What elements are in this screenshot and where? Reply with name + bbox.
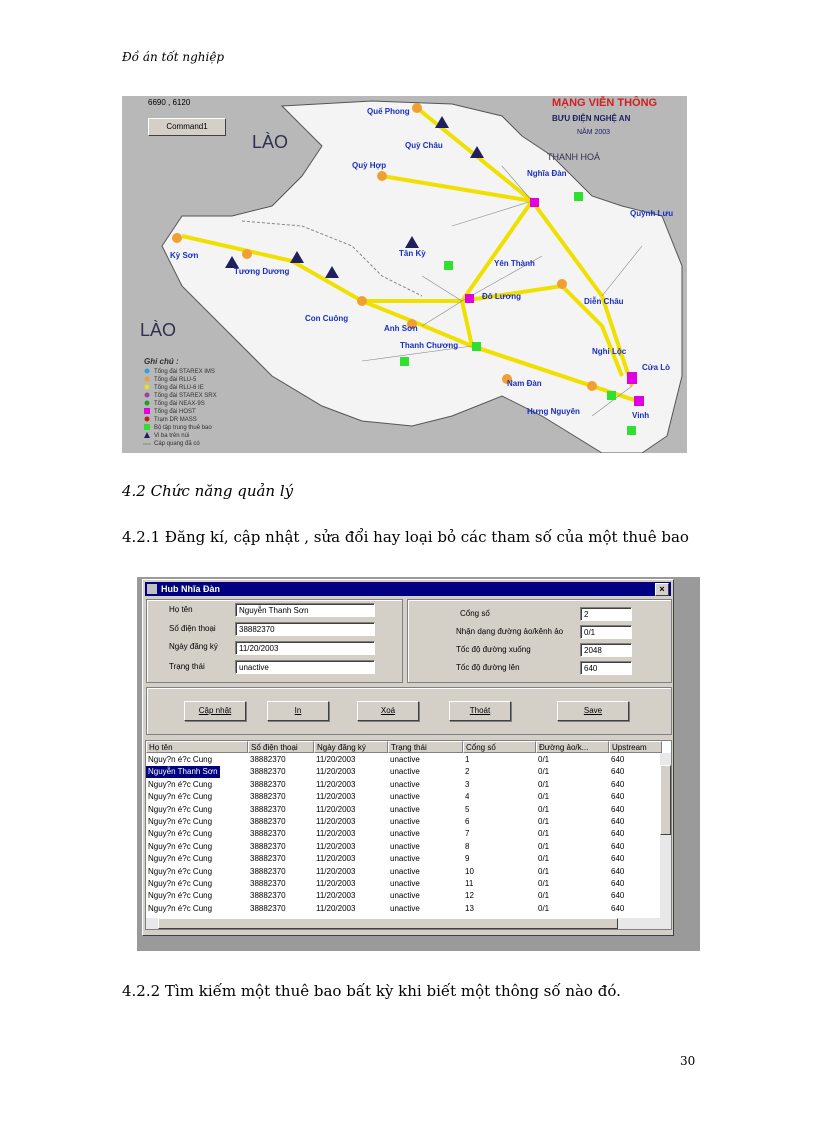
column-header-status[interactable]: Trạng thái (388, 741, 463, 753)
table-cell: 11/20/2003 (316, 866, 356, 876)
table-row[interactable] (146, 791, 662, 803)
table-cell: 38882370 (250, 755, 286, 764)
vertical-scroll-thumb[interactable] (660, 765, 671, 835)
map-country-lao-2: LÀO (140, 320, 177, 340)
register-date-input[interactable]: 11/20/2003 (235, 641, 375, 655)
section-4-2-1-heading: 4.2.1 Đăng kí, cập nhật , sửa đổi hay loại bỏ các tham số của một thuê bao (122, 528, 689, 546)
table-cell: 38882370 (250, 779, 286, 789)
table-cell: unactive (390, 891, 420, 901)
table-cell: 8 (465, 841, 470, 851)
table-cell: 4 (465, 792, 470, 802)
upstream-input[interactable]: 640 (580, 661, 632, 675)
hub-window-screenshot (137, 577, 700, 951)
table-cell: 640 (611, 755, 625, 764)
table-cell: Nguyễn Thanh Sơn (148, 767, 218, 777)
table-cell: 1 (465, 755, 470, 764)
table-cell: 640 (611, 779, 625, 789)
svg-text:Quỳ Châu: Quỳ Châu (405, 141, 443, 150)
table-cell: Nguy?n é?c Cung (148, 879, 213, 888)
table-cell: 38882370 (250, 792, 286, 802)
svg-text:Tổng đài STAREX IMS: Tổng đài STAREX IMS (154, 369, 215, 375)
table-cell: Nguy?n é?c Cung (148, 792, 213, 802)
map-province: THANH HOÁ (547, 152, 601, 162)
table-row[interactable] (146, 779, 662, 791)
svg-text:Tổng đài RLU-6 IE: Tổng đài RLU-6 IE (154, 385, 204, 391)
svg-text:Cáp quang đã có: Cáp quang đã có (154, 441, 200, 447)
map-drawing (122, 96, 687, 453)
table-cell: 0/1 (538, 866, 550, 876)
table-cell: 38882370 (250, 829, 286, 839)
app-icon (147, 584, 157, 594)
name-input[interactable]: Nguyễn Thanh Sơn (235, 603, 375, 617)
table-cell: unactive (390, 903, 420, 913)
table-cell: 640 (611, 866, 625, 876)
table-cell: 640 (611, 841, 625, 851)
svg-text:Diễn Châu: Diễn Châu (584, 297, 624, 306)
horizontal-scroll-thumb[interactable] (158, 918, 618, 929)
table-cell: unactive (390, 804, 420, 814)
svg-text:Yên Thành: Yên Thành (494, 259, 535, 268)
table-cell: 640 (611, 903, 625, 913)
table-cell: Nguy?n é?c Cung (148, 866, 213, 876)
table-row[interactable] (146, 828, 662, 840)
table-cell: Nguy?n é?c Cung (148, 804, 213, 814)
update-button[interactable]: Cập nhật (184, 701, 246, 721)
table-cell: Nguy?n é?c Cung (148, 891, 213, 901)
table-cell: 38882370 (250, 817, 286, 826)
table-cell: unactive (390, 755, 420, 764)
hub-window (142, 579, 674, 936)
table-row[interactable] (146, 866, 662, 878)
table-row[interactable] (146, 890, 662, 902)
column-header-upstream[interactable]: Upstream (609, 741, 662, 753)
table-cell: 38882370 (250, 841, 286, 851)
table-cell: unactive (390, 854, 420, 864)
table-cell: Nguy?n é?c Cung (148, 829, 213, 839)
map-title: MẠNG VIỄN THÔNG (552, 97, 658, 109)
column-header-date[interactable]: Ngày đăng ký (314, 741, 388, 753)
table-row[interactable] (146, 878, 662, 890)
table-cell: 38882370 (250, 804, 286, 814)
column-header-name[interactable]: Họ tên (146, 741, 248, 753)
table-cell: 0/1 (538, 817, 550, 826)
table-cell: 9 (465, 854, 470, 864)
table-cell: Nguy?n é?c Cung (148, 841, 213, 851)
table-cell: 0/1 (538, 829, 550, 839)
exit-button[interactable]: Thoát (449, 701, 511, 721)
svg-text:Quỳnh Lưu: Quỳnh Lưu (630, 209, 674, 218)
horizontal-scrollbar[interactable] (146, 918, 671, 929)
vpi-vci-label: Nhận dạng đường ảo/kênh ảo (456, 627, 564, 636)
table-cell: 0/1 (538, 841, 550, 851)
table-row[interactable] (146, 804, 662, 816)
downstream-label: Tốc độ đường xuống (456, 645, 531, 654)
command1-button[interactable]: Command1 (148, 118, 226, 136)
table-row[interactable] (146, 841, 662, 853)
table-cell: 38882370 (250, 891, 286, 901)
table-cell: 11/20/2003 (316, 879, 356, 888)
column-header-port[interactable]: Cổng số (463, 741, 536, 753)
table-row[interactable] (146, 754, 662, 766)
register-date-label: Ngày đăng ký (169, 642, 218, 651)
vertical-scrollbar[interactable] (660, 753, 671, 918)
table-cell: 0/1 (538, 854, 550, 864)
phone-label: Số điện thoại (169, 624, 216, 633)
window-title: Hub Nhĩa Đàn (161, 584, 221, 594)
subscriber-list[interactable] (145, 740, 672, 930)
table-cell: 13 (465, 903, 474, 913)
close-button[interactable]: × (655, 583, 669, 596)
table-cell: 12 (465, 891, 474, 901)
section-4-2-2-heading: 4.2.2 Tìm kiếm một thuê bao bất kỳ khi biết một thông số nào đó. (122, 982, 621, 1000)
table-cell: 11/20/2003 (316, 854, 356, 864)
svg-text:Nghĩa Đàn: Nghĩa Đàn (527, 169, 567, 178)
table-cell: 640 (611, 804, 625, 814)
table-cell: 640 (611, 879, 625, 888)
table-cell: Nguy?n é?c Cung (148, 817, 213, 826)
table-cell: 11 (465, 879, 474, 888)
upstream-label: Tốc độ đường lên (456, 663, 520, 672)
table-cell: 38882370 (250, 903, 286, 913)
map-coordinates: 6690 , 6120 (148, 98, 191, 107)
map-legend (143, 368, 217, 447)
table-cell: 0/1 (538, 792, 550, 802)
table-cell: 640 (611, 854, 625, 864)
svg-text:Quế Phong: Quế Phong (367, 107, 410, 116)
table-cell: 11/20/2003 (316, 891, 356, 901)
downstream-input[interactable]: 2048 (580, 643, 632, 657)
delete-button[interactable]: Xoá (357, 701, 419, 721)
table-cell: 0/1 (538, 779, 550, 789)
table-cell: unactive (390, 841, 420, 851)
table-cell: 11/20/2003 (316, 817, 356, 826)
table-cell: 0/1 (538, 903, 550, 913)
map-subtitle: BƯU ĐIỆN NGHỆ AN (552, 114, 631, 123)
svg-text:Vinh: Vinh (632, 411, 650, 420)
table-cell: 3 (465, 779, 470, 789)
port-input[interactable]: 2 (580, 607, 632, 621)
svg-text:Tương Dương: Tương Dương (234, 267, 290, 276)
vpi-vci-input[interactable]: 0/1 (580, 625, 632, 639)
column-header-vpi[interactable]: Đường ảo/k... (536, 741, 609, 753)
map-legend-title: Ghi chú : (144, 357, 179, 366)
svg-text:Tổng đài HOST: Tổng đài HOST (154, 409, 196, 415)
svg-text:Cửa Lò: Cửa Lò (642, 363, 671, 372)
column-header-phone[interactable]: Số điện thoại (248, 741, 314, 753)
svg-text:Quỳ Hợp: Quỳ Hợp (352, 161, 387, 170)
telecom-network-map (122, 96, 687, 453)
name-label: Họ tên (169, 605, 193, 614)
table-cell: 0/1 (538, 891, 550, 901)
svg-text:Nam Đàn: Nam Đàn (507, 379, 542, 388)
table-cell: 640 (611, 829, 625, 839)
window-titlebar (145, 582, 671, 596)
status-input[interactable]: unactive (235, 660, 375, 674)
table-row[interactable] (146, 853, 662, 865)
table-cell: 11/20/2003 (316, 779, 356, 789)
table-cell: unactive (390, 817, 420, 826)
table-cell: Nguy?n é?c Cung (148, 755, 213, 764)
table-cell: 11/20/2003 (316, 829, 356, 839)
table-cell: 7 (465, 829, 470, 839)
table-cell: 640 (611, 891, 625, 901)
svg-text:Thanh Chương: Thanh Chương (400, 341, 459, 350)
svg-text:Tổng đài NEAX-9S: Tổng đài NEAX-9S (154, 401, 205, 407)
map-country-lao-1: LÀO (252, 132, 289, 152)
table-row[interactable] (146, 816, 662, 828)
svg-text:Kỳ Sơn: Kỳ Sơn (170, 251, 199, 260)
table-cell: 11/20/2003 (316, 841, 356, 851)
table-cell: unactive (390, 792, 420, 802)
table-cell: unactive (390, 866, 420, 876)
table-cell: Nguy?n é?c Cung (148, 854, 213, 864)
svg-text:Nghi Lộc: Nghi Lộc (592, 347, 627, 356)
table-cell: 2 (465, 767, 470, 777)
table-cell: 0/1 (538, 767, 550, 777)
table-cell: 640 (611, 817, 625, 826)
svg-text:Đô Lương: Đô Lương (482, 292, 522, 301)
table-cell: unactive (390, 779, 420, 789)
table-cell: 5 (465, 804, 470, 814)
table-cell: 11/20/2003 (316, 767, 356, 777)
table-cell: 0/1 (538, 879, 550, 888)
table-cell: unactive (390, 829, 420, 839)
button-group (146, 687, 672, 735)
table-cell: 38882370 (250, 767, 286, 777)
save-button[interactable]: Save (557, 701, 629, 721)
table-row[interactable] (146, 903, 662, 915)
document-header: Đồ án tốt nghiệp (122, 50, 225, 64)
svg-text:Tân Kỳ: Tân Kỳ (399, 249, 426, 258)
table-row[interactable] (146, 766, 662, 778)
svg-text:Trạm DR MASS: Trạm DR MASS (154, 417, 197, 423)
table-cell: Nguy?n é?c Cung (148, 903, 213, 913)
svg-text:Tổng đài STAREX SRX: Tổng đài STAREX SRX (154, 393, 217, 399)
subscriber-info-group (146, 599, 403, 683)
status-label: Trạng thái (169, 662, 205, 671)
table-cell: 38882370 (250, 879, 286, 888)
page-number: 30 (680, 1054, 696, 1068)
svg-text:Tổng đài RLU-5: Tổng đài RLU-5 (154, 377, 197, 383)
table-cell: 11/20/2003 (316, 903, 356, 913)
print-button[interactable]: In (267, 701, 329, 721)
map-year: NĂM 2003 (577, 129, 611, 136)
table-cell: 10 (465, 866, 474, 876)
table-cell: 0/1 (538, 755, 550, 764)
table-cell: 640 (611, 767, 625, 777)
table-cell: 640 (611, 792, 625, 802)
section-4-2-heading: 4.2 Chức năng quản lý (122, 482, 294, 500)
table-cell: 11/20/2003 (316, 755, 356, 764)
table-cell: Nguy?n é?c Cung (148, 779, 213, 789)
table-cell: unactive (390, 879, 420, 888)
table-cell: unactive (390, 767, 420, 777)
port-label: Cổng số (460, 609, 490, 618)
table-cell: 6 (465, 817, 470, 826)
svg-text:Con Cuông: Con Cuông (305, 314, 349, 323)
table-cell: 38882370 (250, 854, 286, 864)
svg-text:Vi ba trên núi: Vi ba trên núi (154, 433, 190, 439)
table-cell: 38882370 (250, 866, 286, 876)
svg-text:Bộ tập trung thuê bao: Bộ tập trung thuê bao (154, 425, 212, 431)
port-info-group (407, 599, 672, 683)
svg-text:Anh Sơn: Anh Sơn (384, 324, 418, 333)
table-cell: 11/20/2003 (316, 804, 356, 814)
table-cell: 0/1 (538, 804, 550, 814)
svg-text:Hưng Nguyên: Hưng Nguyên (527, 407, 580, 416)
table-cell: 11/20/2003 (316, 792, 356, 802)
phone-input[interactable]: 38882370 (235, 622, 375, 636)
